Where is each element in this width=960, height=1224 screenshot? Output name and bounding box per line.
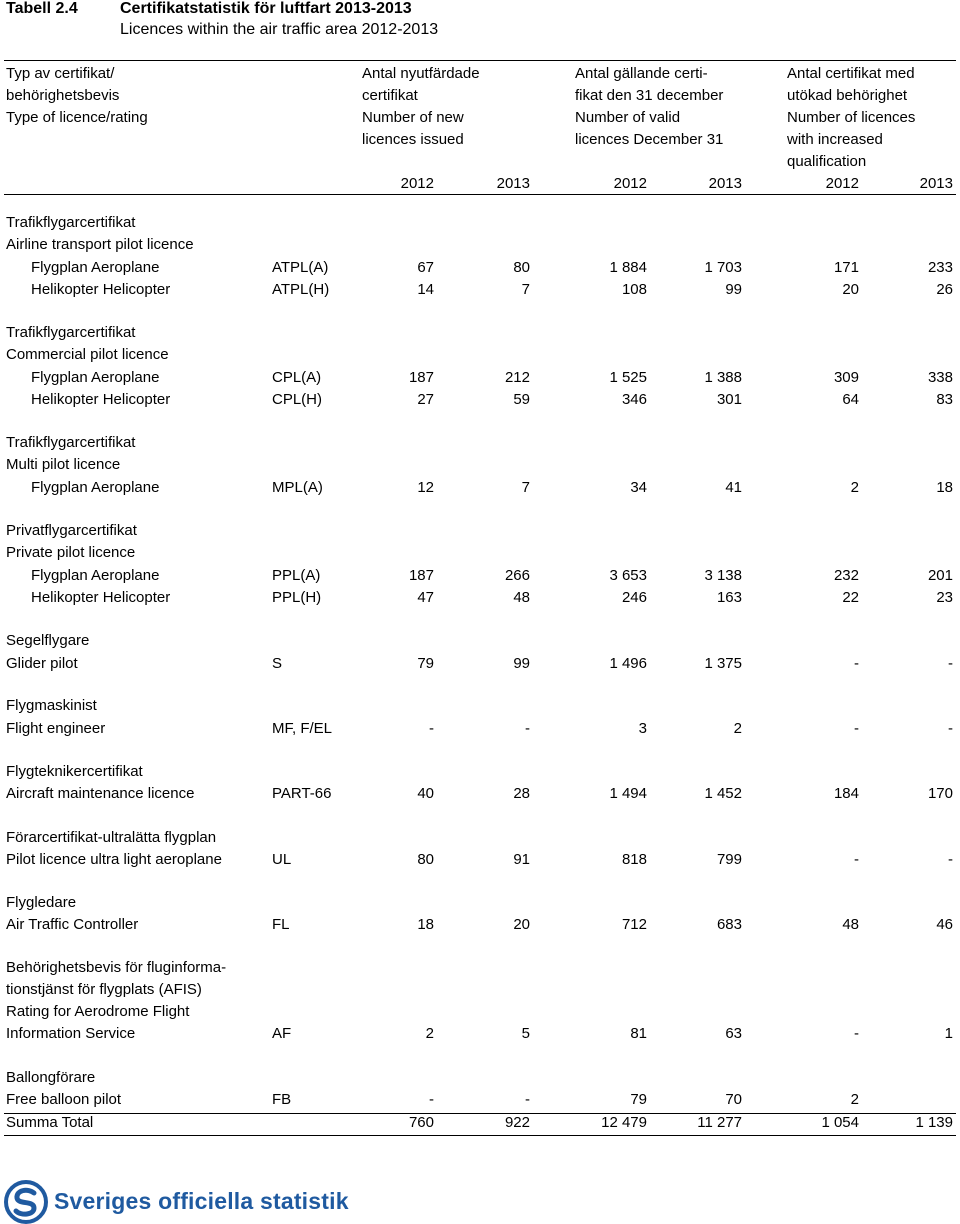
table-row (0, 632, 960, 654)
row-label: Airline transport pilot licence (6, 236, 194, 253)
cell-value: 81 (630, 1025, 647, 1042)
table-row (0, 1069, 960, 1091)
table-row (0, 324, 960, 346)
cell-value: 1 496 (609, 655, 647, 672)
table-row (0, 1091, 960, 1113)
cell-value: 2 (733, 720, 742, 737)
cell-value: 3 (638, 720, 647, 737)
cell-value: 99 (725, 281, 742, 298)
year-header: 2013 (708, 175, 742, 192)
cell-value: 83 (936, 391, 953, 408)
row-label: Helikopter Helicopter (31, 281, 171, 298)
cell-value: 712 (621, 916, 647, 933)
row-label: tionstjänst för flygplats (AFIS) (6, 981, 202, 998)
row-label: Free balloon pilot (6, 1091, 122, 1108)
table-row (0, 236, 960, 258)
cell-value: 12 (417, 479, 434, 496)
cell-value: 760 (408, 1114, 434, 1131)
row-label: Flygteknikercertifikat (6, 763, 143, 780)
licence-code: ATPL(H) (272, 281, 330, 298)
table-row (0, 567, 960, 589)
row-label: Aircraft maintenance licence (6, 785, 195, 802)
row-label: Flygledare (6, 894, 77, 911)
licence-code: UL (272, 851, 292, 868)
table-row (0, 544, 960, 566)
cell-value: 1 054 (821, 1114, 859, 1131)
row-label: Multi pilot licence (6, 456, 121, 473)
year-header-row (0, 175, 960, 195)
cell-value: 18 (417, 916, 434, 933)
licence-code: CPL(A) (272, 369, 322, 386)
licence-code: MPL(A) (272, 479, 323, 496)
cell-value: - (948, 655, 953, 672)
row-label: Helikopter Helicopter (31, 589, 171, 606)
table-row (0, 720, 960, 742)
cell-value: 18 (936, 479, 953, 496)
row-label: Segelflygare (6, 632, 90, 649)
cell-value: 2 (425, 1025, 434, 1042)
table-row (0, 391, 960, 413)
row-label: Flygplan Aeroplane (31, 369, 160, 386)
licence-code: MF, F/EL (272, 720, 333, 737)
row-label: Behörighetsbevis för fluginforma- (6, 959, 227, 976)
cell-value: 171 (833, 259, 859, 276)
year-header: 2012 (825, 175, 859, 192)
cell-value: 2 (850, 479, 859, 496)
cell-value: 232 (833, 567, 859, 584)
cell-value: 1 139 (915, 1114, 953, 1131)
table-row (0, 259, 960, 281)
licence-code: PPL(H) (272, 589, 322, 606)
table-title-en: Licences within the air traffic area 2012-2013 (120, 21, 439, 38)
cell-value: 80 (513, 259, 530, 276)
table-row (0, 1003, 960, 1025)
cell-value: 91 (513, 851, 530, 868)
table-title-sv: Certifikatstatistik för luftfart 2013-2013 (120, 0, 412, 17)
cell-value: 48 (513, 589, 530, 606)
cell-value: 108 (621, 281, 647, 298)
bottom-rule (4, 1135, 956, 1136)
cell-value: 2 (850, 1091, 859, 1108)
cell-value: 41 (725, 479, 742, 496)
sos-logo (4, 1180, 364, 1224)
table-number: Tabell 2.4 (6, 0, 78, 17)
cell-value: 11 277 (697, 1114, 742, 1131)
cell-value: 79 (417, 655, 434, 672)
cell-value: 3 653 (609, 567, 647, 584)
table-row (0, 959, 960, 981)
licence-code: FB (272, 1091, 292, 1108)
cell-value: - (429, 720, 434, 737)
table-row (0, 1025, 960, 1047)
cell-value: 27 (417, 391, 434, 408)
cell-value: 7 (521, 479, 530, 496)
cell-value: 1 703 (704, 259, 742, 276)
row-label: Flygplan Aeroplane (31, 479, 160, 496)
cell-value: - (948, 720, 953, 737)
table-row (0, 346, 960, 368)
total-row (0, 1114, 960, 1136)
licence-code: FL (272, 916, 290, 933)
year-header: 2013 (919, 175, 953, 192)
cell-value: 67 (417, 259, 434, 276)
cell-value: 23 (936, 589, 953, 606)
cell-value: 26 (936, 281, 953, 298)
cell-value: 46 (936, 916, 953, 933)
cell-value: 246 (621, 589, 647, 606)
row-label: Glider pilot (6, 655, 78, 672)
row-label: Helikopter Helicopter (31, 391, 171, 408)
table-row (0, 369, 960, 391)
licence-code: S (272, 655, 283, 672)
cell-value: 818 (621, 851, 647, 868)
table-row (0, 916, 960, 938)
cell-value: 187 (408, 567, 434, 584)
row-label: Commercial pilot licence (6, 346, 169, 363)
header-new-licences: Antal nyutfärdade certifikat Number of new licences issued (362, 65, 480, 148)
sos-logo-icon (4, 1180, 48, 1224)
table-row (0, 589, 960, 611)
cell-value: 70 (725, 1091, 742, 1108)
cell-value: - (854, 1025, 859, 1042)
cell-value: - (429, 1091, 434, 1108)
row-label: Flight engineer (6, 720, 106, 737)
cell-value: 59 (513, 391, 530, 408)
licence-code: PART-66 (272, 785, 332, 802)
header-rule (4, 194, 956, 195)
cell-value: 1 (944, 1025, 953, 1042)
cell-value: - (525, 720, 530, 737)
cell-value: - (948, 851, 953, 868)
row-label: Flygplan Aeroplane (31, 259, 160, 276)
cell-value: 301 (716, 391, 742, 408)
cell-value: 14 (417, 281, 434, 298)
table-row (0, 894, 960, 916)
row-label: Information Service (6, 1025, 136, 1042)
cell-value: 20 (842, 281, 859, 298)
table-row (0, 281, 960, 303)
header-type: Typ av certifikat/ behörighetsbevis Type of licence/rating (6, 65, 148, 126)
cell-value: 187 (408, 369, 434, 386)
cell-value: 3 138 (704, 567, 742, 584)
year-header: 2012 (400, 175, 434, 192)
cell-value: 80 (417, 851, 434, 868)
table-row (0, 851, 960, 873)
cell-value: 1 375 (704, 655, 742, 672)
cell-value: 184 (833, 785, 859, 802)
cell-value: 22 (842, 589, 859, 606)
cell-value: 79 (630, 1091, 647, 1108)
cell-value: 64 (842, 391, 859, 408)
table-row (0, 522, 960, 544)
cell-value: 922 (504, 1114, 530, 1131)
cell-value: - (854, 655, 859, 672)
cell-value: 1 452 (704, 785, 742, 802)
year-header: 2012 (613, 175, 647, 192)
cell-value: 233 (927, 259, 953, 276)
cell-value: 47 (417, 589, 434, 606)
row-label: Rating for Aerodrome Flight (6, 1003, 190, 1020)
table-row (0, 214, 960, 236)
licence-code: CPL(H) (272, 391, 323, 408)
cell-value: 201 (927, 567, 953, 584)
row-label: Flygmaskinist (6, 697, 97, 714)
cell-value: 1 525 (609, 369, 647, 386)
header-extended-licences: Antal certifikat med utökad behörighet Number of licences with increased qualification (787, 65, 916, 170)
row-label: Air Traffic Controller (6, 916, 139, 933)
licence-code: ATPL(A) (272, 259, 329, 276)
table-row (0, 479, 960, 501)
cell-value: 1 494 (609, 785, 647, 802)
table-row (0, 434, 960, 456)
row-label: Privatflygarcertifikat (6, 522, 137, 539)
cell-value: 12 479 (601, 1114, 647, 1131)
cell-value: 163 (716, 589, 742, 606)
table-row (0, 456, 960, 478)
table-row (0, 697, 960, 719)
cell-value: 799 (716, 851, 742, 868)
table-row (0, 829, 960, 851)
top-rule (4, 60, 956, 61)
cell-value: 170 (927, 785, 953, 802)
year-header: 2013 (496, 175, 530, 192)
cell-value: - (854, 851, 859, 868)
row-label: Trafikflygarcertifikat (6, 434, 136, 451)
row-label: Trafikflygarcertifikat (6, 324, 136, 341)
cell-value: 5 (521, 1025, 530, 1042)
cell-value: - (525, 1091, 530, 1108)
cell-value: 40 (417, 785, 434, 802)
cell-value: 212 (504, 369, 530, 386)
cell-value: 338 (927, 369, 953, 386)
table-row (0, 785, 960, 807)
cell-value: 1 884 (609, 259, 647, 276)
cell-value: 309 (833, 369, 859, 386)
cell-value: 266 (504, 567, 530, 584)
row-label: Trafikflygarcertifikat (6, 214, 136, 231)
cell-value: - (854, 720, 859, 737)
cell-value: 28 (513, 785, 530, 802)
cell-value: 1 388 (704, 369, 742, 386)
header-valid-licences: Antal gällande certi- fikat den 31 december Number of valid licences December 31 (575, 65, 724, 148)
licence-code: AF (272, 1025, 292, 1042)
cell-value: 63 (725, 1025, 742, 1042)
row-label: Summa Total (6, 1114, 94, 1131)
table-row (0, 763, 960, 785)
cell-value: 34 (630, 479, 647, 496)
row-label: Flygplan Aeroplane (31, 567, 160, 584)
cell-value: 48 (842, 916, 859, 933)
cell-value: 20 (513, 916, 530, 933)
sos-logo-text: Sveriges officiella statistik (54, 1188, 349, 1214)
row-label: Ballongförare (6, 1069, 96, 1086)
cell-value: 346 (621, 391, 647, 408)
table-row (0, 981, 960, 1003)
licence-code: PPL(A) (272, 567, 321, 584)
row-label: Pilot licence ultra light aeroplane (6, 851, 222, 868)
cell-value: 99 (513, 655, 530, 672)
table-row (0, 655, 960, 677)
row-label: Private pilot licence (6, 544, 136, 561)
row-label: Förarcertifikat-ultralätta flygplan (6, 829, 217, 846)
cell-value: 7 (521, 281, 530, 298)
cell-value: 683 (716, 916, 742, 933)
